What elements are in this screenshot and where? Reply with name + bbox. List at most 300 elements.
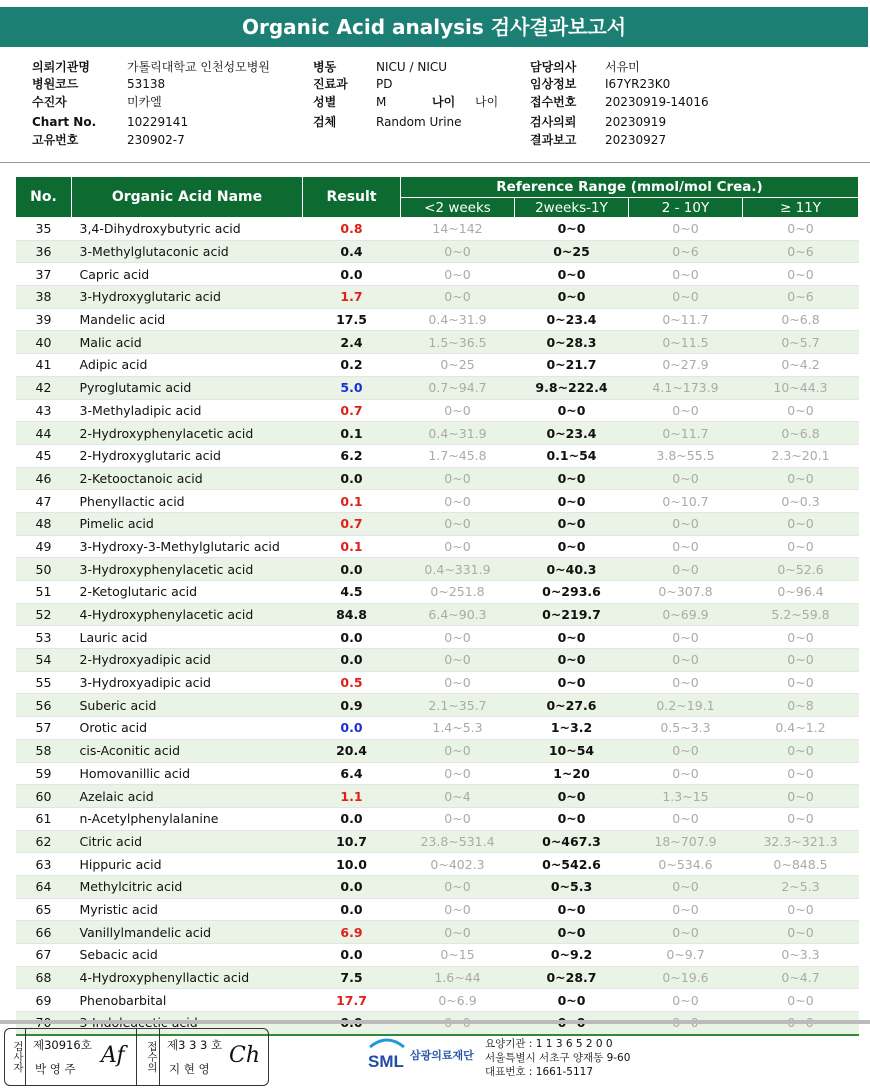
result-value: 17.7 xyxy=(303,989,401,1012)
ref-under-2weeks: 1.6~44 xyxy=(401,966,515,989)
ref-under-2weeks: 0~4 xyxy=(401,785,515,808)
unique-label: 고유번호 xyxy=(32,133,79,147)
row-number: 38 xyxy=(16,286,72,309)
acid-name: Suberic acid xyxy=(72,694,303,717)
table-row xyxy=(16,603,859,626)
ref-2-10y: 3.8~55.5 xyxy=(629,444,743,467)
results-body xyxy=(16,218,859,1035)
table-row xyxy=(16,422,859,445)
confirm-number: 제3 3 3 호 xyxy=(167,1038,223,1052)
ref-under-2weeks: 0~0 xyxy=(401,626,515,649)
ref-under-2weeks: 0~0 xyxy=(401,399,515,422)
result-value: 0.7 xyxy=(303,512,401,535)
row-number: 67 xyxy=(16,944,72,967)
patient-value: 미카엘 xyxy=(127,95,162,109)
ref-2weeks-1y: 0~9.2 xyxy=(515,944,629,967)
acid-name: n-Acetylphenylalanine xyxy=(72,807,303,830)
row-number: 49 xyxy=(16,535,72,558)
table-row xyxy=(16,399,859,422)
ref-11y-plus: 0~8 xyxy=(743,694,859,717)
acid-name: 2-Hydroxyadipic acid xyxy=(72,649,303,672)
row-number: 59 xyxy=(16,762,72,785)
row-number: 56 xyxy=(16,694,72,717)
result-value: 5.0 xyxy=(303,376,401,399)
table-row xyxy=(16,490,859,513)
acid-name: 3-Methylglutaconic acid xyxy=(72,240,303,263)
ref-2-10y: 0~11.7 xyxy=(629,422,743,445)
ref-2weeks-1y: 0~28.3 xyxy=(515,331,629,354)
ref-2weeks-1y: 10~54 xyxy=(515,739,629,762)
row-number: 51 xyxy=(16,581,72,604)
table-row xyxy=(16,921,859,944)
specimen-value: Random Urine xyxy=(376,115,462,129)
result-value: 0.1 xyxy=(303,535,401,558)
table-row xyxy=(16,558,859,581)
ref-2weeks-1y: 0~21.7 xyxy=(515,354,629,377)
acid-name: Myristic acid xyxy=(72,898,303,921)
ref-2-10y: 0~27.9 xyxy=(629,354,743,377)
acid-name: 4-Hydroxyphenyllactic acid xyxy=(72,966,303,989)
acid-name: Malic acid xyxy=(72,331,303,354)
table-row xyxy=(16,535,859,558)
ref-2weeks-1y: 0~5.3 xyxy=(515,875,629,898)
result-value: 6.4 xyxy=(303,762,401,785)
ref-2-10y: 0~0 xyxy=(629,921,743,944)
ref-under-2weeks: 1.7~45.8 xyxy=(401,444,515,467)
result-value: 1.7 xyxy=(303,286,401,309)
dept-label: 진료과 xyxy=(313,77,348,91)
ref-11y-plus: 0~0 xyxy=(743,399,859,422)
result-value: 0.2 xyxy=(303,354,401,377)
ref-11y-plus: 2.3~20.1 xyxy=(743,444,859,467)
ref-2weeks-1y: 0.1~54 xyxy=(515,444,629,467)
acid-name: Orotic acid xyxy=(72,717,303,740)
result-value: 0.0 xyxy=(303,807,401,830)
acid-name: 2-Ketoglutaric acid xyxy=(72,581,303,604)
row-number: 47 xyxy=(16,490,72,513)
table-row xyxy=(16,853,859,876)
ref-2-10y: 0.5~3.3 xyxy=(629,717,743,740)
contact-line: 요양기관 : 1 1 3 6 5 2 0 0 xyxy=(485,1038,613,1050)
row-number: 66 xyxy=(16,921,72,944)
acid-name: Citric acid xyxy=(72,830,303,853)
ref-col-header: 2 - 10Y xyxy=(629,198,743,218)
ref-under-2weeks: 0~0 xyxy=(401,649,515,672)
contact-line: 대표번호 : 1661-5117 xyxy=(485,1066,594,1078)
clinical-value: I67YR23K0 xyxy=(605,77,671,91)
ref-under-2weeks: 0~0 xyxy=(401,921,515,944)
ref-11y-plus: 0~6 xyxy=(743,240,859,263)
ref-11y-plus: 10~44.3 xyxy=(743,376,859,399)
ref-11y-plus: 0~0 xyxy=(743,671,859,694)
ref-11y-plus: 0~0 xyxy=(743,921,859,944)
ref-2weeks-1y: 0~0 xyxy=(515,807,629,830)
result-value: 0.1 xyxy=(303,422,401,445)
ref-2-10y: 0~0 xyxy=(629,807,743,830)
doctor-label: 담당의사 xyxy=(530,60,577,74)
logo-abbr: SML xyxy=(368,1052,404,1071)
ref-11y-plus: 0~3.3 xyxy=(743,944,859,967)
specimen-label: 검체 xyxy=(313,115,337,129)
ref-2weeks-1y: 0~0 xyxy=(515,898,629,921)
acid-name: Phenyllactic acid xyxy=(72,490,303,513)
row-number: 36 xyxy=(16,240,72,263)
institution-label: 의뢰기관명 xyxy=(32,60,90,74)
table-row xyxy=(16,376,859,399)
row-number: 52 xyxy=(16,603,72,626)
acid-name: Phenobarbital xyxy=(72,989,303,1012)
row-number: 64 xyxy=(16,875,72,898)
acid-name: 2-Hydroxyglutaric acid xyxy=(72,444,303,467)
row-number: 50 xyxy=(16,558,72,581)
row-number: 35 xyxy=(16,218,72,241)
table-row xyxy=(16,331,859,354)
acid-name: 4-Hydroxyphenylacetic acid xyxy=(72,603,303,626)
table-row xyxy=(16,263,859,286)
row-number: 68 xyxy=(16,966,72,989)
result-value: 0.0 xyxy=(303,944,401,967)
ref-2-10y: 1.3~15 xyxy=(629,785,743,808)
result-value: 0.7 xyxy=(303,399,401,422)
ref-under-2weeks: 0~0 xyxy=(401,739,515,762)
ref-2weeks-1y: 0~27.6 xyxy=(515,694,629,717)
receipt-label: 접수번호 xyxy=(530,95,577,109)
table-row xyxy=(16,694,859,717)
ref-2-10y: 18~707.9 xyxy=(629,830,743,853)
ref-under-2weeks: 0~0 xyxy=(401,535,515,558)
unique-value: 230902-7 xyxy=(127,133,185,147)
ref-2-10y: 0~11.5 xyxy=(629,331,743,354)
ref-under-2weeks: 0~0 xyxy=(401,671,515,694)
ref-under-2weeks: 23.8~531.4 xyxy=(401,830,515,853)
acid-name: 3-Methyladipic acid xyxy=(72,399,303,422)
row-number: 60 xyxy=(16,785,72,808)
ref-11y-plus: 0~0 xyxy=(743,512,859,535)
logo-text: 삼광의료재단 xyxy=(410,1049,474,1062)
ref-2weeks-1y: 0~0 xyxy=(515,467,629,490)
ref-2-10y: 0~0 xyxy=(629,762,743,785)
ref-11y-plus: 0~4.7 xyxy=(743,966,859,989)
ref-11y-plus: 32.3~321.3 xyxy=(743,830,859,853)
sex-value: M xyxy=(376,95,387,109)
ref-2weeks-1y: 0~0 xyxy=(515,218,629,241)
ref-2weeks-1y: 0~467.3 xyxy=(515,830,629,853)
ref-2-10y: 0~0 xyxy=(629,535,743,558)
ref-2weeks-1y: 0~0 xyxy=(515,399,629,422)
ref-under-2weeks: 14~142 xyxy=(401,218,515,241)
ref-under-2weeks: 0~0 xyxy=(401,875,515,898)
ref-11y-plus: 0~0 xyxy=(743,626,859,649)
ref-2weeks-1y: 0~0 xyxy=(515,989,629,1012)
result-value: 0.0 xyxy=(303,875,401,898)
report-value: 20230927 xyxy=(605,133,667,147)
row-number: 58 xyxy=(16,739,72,762)
ref-under-2weeks: 0~15 xyxy=(401,944,515,967)
patient-label: 수진자 xyxy=(32,95,67,109)
ref-2-10y: 0~0 xyxy=(629,286,743,309)
ref-11y-plus: 0~52.6 xyxy=(743,558,859,581)
ref-under-2weeks: 0~0 xyxy=(401,467,515,490)
ref-11y-plus: 0~0 xyxy=(743,785,859,808)
ref-11y-plus: 0~0 xyxy=(743,898,859,921)
ref-2weeks-1y: 0~0 xyxy=(515,490,629,513)
ref-2weeks-1y: 0~0 xyxy=(515,649,629,672)
info-divider xyxy=(0,162,870,163)
table-row xyxy=(16,966,859,989)
result-value: 0.0 xyxy=(303,467,401,490)
ref-under-2weeks: 0~0 xyxy=(401,898,515,921)
acid-name: 2-Ketooctanoic acid xyxy=(72,467,303,490)
ref-11y-plus: 0~0 xyxy=(743,762,859,785)
row-number: 53 xyxy=(16,626,72,649)
confirm-label: 접수의 xyxy=(136,1029,160,1085)
examiner-number: 제30916호 xyxy=(33,1038,92,1052)
ref-11y-plus: 0~0 xyxy=(743,989,859,1012)
row-number: 42 xyxy=(16,376,72,399)
ref-under-2weeks: 0~402.3 xyxy=(401,853,515,876)
ref-under-2weeks: 0~0 xyxy=(401,286,515,309)
acid-name: Pyroglutamic acid xyxy=(72,376,303,399)
result-value: 0.0 xyxy=(303,649,401,672)
ref-2weeks-1y: 0~0 xyxy=(515,286,629,309)
col-name-header: Organic Acid Name xyxy=(72,177,303,218)
table-row xyxy=(16,944,859,967)
table-row xyxy=(16,649,859,672)
ref-under-2weeks: 0~0 xyxy=(401,762,515,785)
ref-11y-plus: 0~0 xyxy=(743,649,859,672)
examiner-signature: Af xyxy=(101,1043,125,1068)
acid-name: 3-Hydroxy-3-Methylglutaric acid xyxy=(72,535,303,558)
dept-value: PD xyxy=(376,77,393,91)
ref-under-2weeks: 0.4~31.9 xyxy=(401,422,515,445)
institution-value: 가톨릭대학교 인천성모병원 xyxy=(127,60,270,74)
results-table xyxy=(15,176,859,1036)
result-value: 0.5 xyxy=(303,671,401,694)
ref-11y-plus: 0~6.8 xyxy=(743,308,859,331)
ref-11y-plus: 0~0 xyxy=(743,807,859,830)
acid-name: 3-Hydroxyphenylacetic acid xyxy=(72,558,303,581)
ref-2weeks-1y: 0~219.7 xyxy=(515,603,629,626)
code-label: 병원코드 xyxy=(32,77,79,91)
acid-name: Sebacic acid xyxy=(72,944,303,967)
ref-2weeks-1y: 0~0 xyxy=(515,263,629,286)
sml-logo-icon xyxy=(366,1035,408,1073)
ref-2weeks-1y: 0~0 xyxy=(515,626,629,649)
ref-11y-plus: 5.2~59.8 xyxy=(743,603,859,626)
acid-name: Vanillylmandelic acid xyxy=(72,921,303,944)
examiner-label: 검사자 xyxy=(5,1029,26,1085)
ref-2-10y: 0~69.9 xyxy=(629,603,743,626)
result-value: 6.9 xyxy=(303,921,401,944)
ref-2weeks-1y: 0~0 xyxy=(515,921,629,944)
ref-11y-plus: 0~0.3 xyxy=(743,490,859,513)
table-row xyxy=(16,286,859,309)
acid-name: Capric acid xyxy=(72,263,303,286)
col-no-header: No. xyxy=(16,177,72,218)
row-number: 69 xyxy=(16,989,72,1012)
ref-under-2weeks: 0~6.9 xyxy=(401,989,515,1012)
result-value: 0.9 xyxy=(303,694,401,717)
acid-name: 2-Hydroxyphenylacetic acid xyxy=(72,422,303,445)
footer-divider xyxy=(0,1020,870,1024)
request-label: 검사의뢰 xyxy=(530,115,577,129)
clinical-label: 임상정보 xyxy=(530,77,577,91)
ref-2weeks-1y: 0~40.3 xyxy=(515,558,629,581)
signature-box xyxy=(4,1028,269,1086)
ref-2-10y: 0~6 xyxy=(629,240,743,263)
ref-under-2weeks: 0.7~94.7 xyxy=(401,376,515,399)
table-row xyxy=(16,671,859,694)
result-value: 4.5 xyxy=(303,581,401,604)
result-value: 0.1 xyxy=(303,490,401,513)
ref-2weeks-1y: 9.8~222.4 xyxy=(515,376,629,399)
row-number: 62 xyxy=(16,830,72,853)
ref-2-10y: 0~0 xyxy=(629,626,743,649)
acid-name: Pimelic acid xyxy=(72,512,303,535)
ref-2-10y: 0~19.6 xyxy=(629,966,743,989)
code-value: 53138 xyxy=(127,77,166,91)
table-row xyxy=(16,762,859,785)
ref-11y-plus: 0.4~1.2 xyxy=(743,717,859,740)
ref-2weeks-1y: 1~20 xyxy=(515,762,629,785)
confirm-signature: Ch xyxy=(229,1043,261,1068)
ref-2-10y: 0~307.8 xyxy=(629,581,743,604)
ref-under-2weeks: 0~0 xyxy=(401,263,515,286)
result-value: 0.0 xyxy=(303,263,401,286)
row-number: 61 xyxy=(16,807,72,830)
row-number: 63 xyxy=(16,853,72,876)
result-value: 0.8 xyxy=(303,218,401,241)
acid-name: Hippuric acid xyxy=(72,853,303,876)
ref-2weeks-1y: 0~0 xyxy=(515,535,629,558)
table-row xyxy=(16,830,859,853)
ref-2-10y: 0~0 xyxy=(629,739,743,762)
ref-under-2weeks: 1.5~36.5 xyxy=(401,331,515,354)
ref-11y-plus: 2~5.3 xyxy=(743,875,859,898)
ref-11y-plus: 0~6.8 xyxy=(743,422,859,445)
ref-11y-plus: 0~6 xyxy=(743,286,859,309)
table-row xyxy=(16,581,859,604)
table-row xyxy=(16,467,859,490)
table-row xyxy=(16,739,859,762)
ref-2weeks-1y: 0~28.7 xyxy=(515,966,629,989)
row-number: 45 xyxy=(16,444,72,467)
result-value: 0.4 xyxy=(303,240,401,263)
ref-11y-plus: 0~0 xyxy=(743,467,859,490)
row-number: 65 xyxy=(16,898,72,921)
acid-name: Methylcitric acid xyxy=(72,875,303,898)
ref-under-2weeks: 0~251.8 xyxy=(401,581,515,604)
table-row xyxy=(16,512,859,535)
ref-2-10y: 0~0 xyxy=(629,898,743,921)
acid-name: 3-Hydroxyadipic acid xyxy=(72,671,303,694)
ref-under-2weeks: 6.4~90.3 xyxy=(401,603,515,626)
result-value: 1.1 xyxy=(303,785,401,808)
result-value: 0.0 xyxy=(303,558,401,581)
row-number: 39 xyxy=(16,308,72,331)
result-value: 10.7 xyxy=(303,830,401,853)
chart-label: Chart No. xyxy=(32,115,97,129)
table-row xyxy=(16,989,859,1012)
table-row xyxy=(16,308,859,331)
col-ref-header: Reference Range (mmol/mol Crea.) xyxy=(401,177,859,198)
row-number: 43 xyxy=(16,399,72,422)
result-value: 7.5 xyxy=(303,966,401,989)
age-label: 나이 xyxy=(432,95,456,109)
acid-name: Adipic acid xyxy=(72,354,303,377)
ref-2-10y: 0~534.6 xyxy=(629,853,743,876)
acid-name: Homovanillic acid xyxy=(72,762,303,785)
ref-under-2weeks: 1.4~5.3 xyxy=(401,717,515,740)
ref-under-2weeks: 0~0 xyxy=(401,807,515,830)
col-result-header: Result xyxy=(303,177,401,218)
table-row xyxy=(16,807,859,830)
acid-name: cis-Aconitic acid xyxy=(72,739,303,762)
ref-under-2weeks: 0.4~31.9 xyxy=(401,308,515,331)
contact-info xyxy=(485,1037,630,1079)
request-value: 20230919 xyxy=(605,115,667,129)
result-value: 17.5 xyxy=(303,308,401,331)
table-row xyxy=(16,444,859,467)
row-number: 48 xyxy=(16,512,72,535)
ref-11y-plus: 0~4.2 xyxy=(743,354,859,377)
doctor-value: 서유미 xyxy=(605,60,640,74)
row-number: 40 xyxy=(16,331,72,354)
contact-line: 서울특별시 서초구 양재동 9-60 xyxy=(485,1052,631,1064)
acid-name: 3,4-Dihydroxybutyric acid xyxy=(72,218,303,241)
table-row xyxy=(16,240,859,263)
row-number: 57 xyxy=(16,717,72,740)
ward-value: NICU / NICU xyxy=(376,60,448,74)
ref-11y-plus: 0~0 xyxy=(743,739,859,762)
ward-label: 병동 xyxy=(313,60,337,74)
ref-2-10y: 0~0 xyxy=(629,875,743,898)
table-row xyxy=(16,875,859,898)
result-value: 0.0 xyxy=(303,626,401,649)
row-number: 55 xyxy=(16,671,72,694)
ref-2-10y: 0~9.7 xyxy=(629,944,743,967)
ref-2-10y: 4.1~173.9 xyxy=(629,376,743,399)
ref-2-10y: 0~0 xyxy=(629,989,743,1012)
ref-2weeks-1y: 0~542.6 xyxy=(515,853,629,876)
confirm-name: 지 현 영 xyxy=(169,1062,210,1076)
report-title: Organic Acid analysis 검사결과보고서 xyxy=(0,7,868,47)
ref-2-10y: 0~0 xyxy=(629,399,743,422)
result-value: 2.4 xyxy=(303,331,401,354)
row-number: 46 xyxy=(16,467,72,490)
result-value: 84.8 xyxy=(303,603,401,626)
acid-name: Lauric acid xyxy=(72,626,303,649)
row-number: 54 xyxy=(16,649,72,672)
ref-2weeks-1y: 0~293.6 xyxy=(515,581,629,604)
chart-value: 10229141 xyxy=(127,115,189,129)
acid-name: Mandelic acid xyxy=(72,308,303,331)
examiner-name: 박 영 주 xyxy=(35,1062,76,1076)
ref-2weeks-1y: 0~0 xyxy=(515,785,629,808)
result-value: 10.0 xyxy=(303,853,401,876)
ref-col-header: <2 weeks xyxy=(401,198,515,218)
row-number: 41 xyxy=(16,354,72,377)
ref-11y-plus: 0~96.4 xyxy=(743,581,859,604)
result-value: 0.0 xyxy=(303,717,401,740)
ref-2-10y: 0~10.7 xyxy=(629,490,743,513)
row-number: 37 xyxy=(16,263,72,286)
ref-2weeks-1y: 0~23.4 xyxy=(515,422,629,445)
ref-2-10y: 0~0 xyxy=(629,467,743,490)
ref-2-10y: 0~0 xyxy=(629,558,743,581)
ref-11y-plus: 0~0 xyxy=(743,263,859,286)
ref-2weeks-1y: 0~23.4 xyxy=(515,308,629,331)
